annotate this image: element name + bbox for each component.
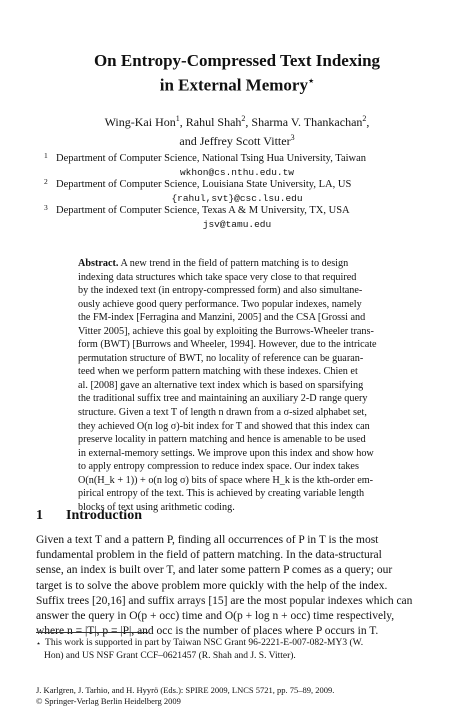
paper-title [40, 50, 434, 96]
abstract-line: O(n(H_k + 1)) + o(n log σ) bits of space where H_k is the kth-order em- [78, 474, 374, 486]
footnote-star: ⋆ [36, 639, 42, 648]
footnote-line: Hon) and US NSF Grant CCF–0621457 (R. Shah and J. S. Vitter). [44, 651, 296, 661]
authors-line-1-comma: , [366, 115, 370, 129]
author-shah-sup: 2 [241, 114, 246, 123]
abstract-line: Vitter 2005], achieve this goal by exploiting the Burrows-Wheeler trans- [78, 325, 374, 337]
affiliation-1-number: 1 [44, 151, 48, 160]
meta-line-1: J. Karlgren, J. Tarhio, and H. Hyyrö (Eds.): SPIRE 2009, LNCS 5721, pp. 75–89, 2009. [36, 685, 335, 695]
abstract-line: form (BWT) [Burrows and Wheeler, 1994]. However, due to the intricate [78, 339, 377, 351]
abstract-line: pirical entropy of the text. This is achieved by creating variable length [78, 488, 365, 500]
publication-meta [36, 685, 334, 707]
affiliation-1 [44, 151, 418, 179]
footnote-rule [36, 632, 148, 633]
body-line: Suffix trees [20,16] and suffix arrays [15] are the most popular indexes which can [36, 594, 413, 607]
author-thankachan-sup: 2 [362, 114, 367, 123]
affiliation-2 [44, 177, 418, 205]
title-line-1: On Entropy-Compressed Text Indexing [93, 51, 381, 70]
author-hon-sup: 1 [175, 114, 180, 123]
abstract-label: Abstract. [78, 258, 119, 269]
author-shah: , Rahul Shah [179, 115, 242, 129]
abstract-line-text: A new trend in the field of pattern matching is to design [120, 258, 349, 269]
affiliation-3 [44, 203, 418, 231]
abstract-line: structure. Given a text T of length n drawn from a σ-sized alphabet set, [78, 407, 367, 419]
title-star: ⋆ [307, 76, 315, 87]
author-vitter-sup: 3 [290, 133, 295, 142]
abstract-line: the traditional suffix tree and maintaining an auxiliary 2-D range query [78, 393, 368, 405]
body-line: where n = |T|, p = |P|, and occ is the number of places where P occurs in T. [36, 625, 379, 638]
affiliation-1-text: Department of Computer Science, National Tsing Hua University, Taiwan [56, 153, 367, 164]
affiliation-2-text: Department of Computer Science, Louisiana State University, LA, US [56, 179, 352, 190]
authors-line-2 [40, 130, 434, 149]
section-heading [36, 508, 142, 524]
footnote [36, 637, 436, 663]
abstract-line: teed when we perform pattern matching with these indexes. Chien et [78, 366, 358, 378]
section-title: Introduction [66, 508, 142, 523]
section-number: 1 [36, 508, 43, 523]
introduction-body [36, 533, 436, 639]
body-line: Given a text T and a pattern P, finding all occurrences of P in T is the most [36, 534, 379, 546]
footnote-line [36, 637, 436, 650]
affiliation-3-number: 3 [44, 203, 48, 212]
body-line: answer the query in O(p + occ) time and O(p + log n + occ) time respectively, [36, 610, 395, 623]
abstract-line: they achieved O(n log σ)-bit index for T and showed that this index can [78, 420, 370, 432]
abstract-line: the FM-index [Ferragina and Manzini, 2005] and the CSA [Grossi and [78, 312, 366, 324]
abstract-line: in external-memory settings. We improve upon this index and show how [78, 447, 374, 459]
abstract [78, 257, 400, 514]
author-hon: Wing-Kai Hon [104, 115, 176, 129]
authors [40, 111, 434, 149]
body-line: sense, an index is built over T, and later some pattern P comes as a query; our [36, 564, 393, 577]
abstract-line: permutation structure of BWT, no locality of reference can be guaran- [78, 352, 364, 364]
title-line-2-text: in External Memory [159, 75, 308, 95]
affiliation-2-email: {rahul,svt}@csc.lsu.edu [171, 192, 303, 204]
affiliation-3-text: Department of Computer Science, Texas A & M University, TX, USA [56, 205, 350, 216]
abstract-line: to apply entropy compression to reduce index space. Our index takes [78, 461, 359, 473]
abstract-line: indexing data structures which take space very close to that required [78, 271, 357, 283]
affiliation-1-email: wkhon@cs.nthu.edu.tw [179, 166, 295, 178]
body-line: target is to solve the above problem more quickly with the help of the index. [36, 579, 388, 592]
affiliation-3-email: jsv@tamu.edu [202, 218, 272, 230]
authors-line-1 [40, 111, 434, 130]
author-vitter: and Jeffrey Scott Vitter [179, 134, 291, 148]
author-thankachan: , Sharma V. Thankachan [245, 115, 363, 129]
abstract-line: preserve locality in pattern matching and hence is amenable to be used [78, 434, 366, 446]
abstract-line: by the indexed text (in entropy-compressed form) and also simultane- [78, 285, 363, 297]
title-line-2 [40, 71, 434, 96]
meta-line-2: © Springer-Verlag Berlin Heidelberg 2009 [36, 696, 181, 706]
affiliation-2-number: 2 [44, 177, 48, 186]
abstract-line: al. [2008] gave an alternative text index which is based on sparsifying [78, 379, 364, 391]
abstract-line [78, 257, 400, 271]
abstract-line: blocks of text using arithmetic coding. [78, 501, 235, 513]
footnote-line-text: This work is supported in part by Taiwan NSC Grant 96-2221-E-007-082-MY3 (W. [45, 638, 364, 648]
abstract-line: ously achieve good query performance. Two popular indexes, namely [78, 298, 362, 310]
body-line: fundamental problem in the field of pattern matching. In the data-structural [36, 549, 382, 562]
